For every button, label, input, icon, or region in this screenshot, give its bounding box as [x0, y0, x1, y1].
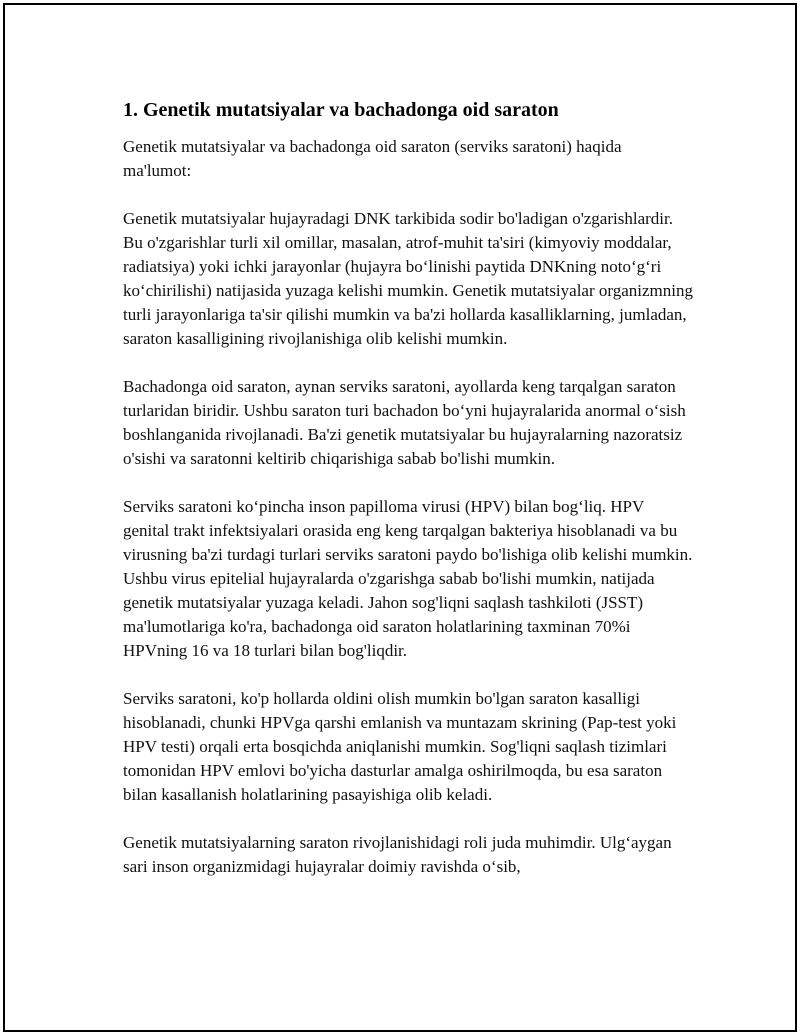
- paragraph-intro: Genetik mutatsiyalar va bachadonga oid saraton (serviks saratoni) haqida ma'lumot:: [123, 137, 622, 180]
- paragraph-hpv: Serviks saratoni ko‘pincha inson papilloma virusi (HPV) bilan bog‘liq. HPV genital trakt infektsiyalari orasida eng keng tarqalgan bakteriya hisoblanadi va bu virusning ba'zi turdagi turlari serviks saratoni paydo bo'lishiga olib kelishi mumkin. Ushbu virus epitelial hujayralarda o'zgarishga sabab bo'lishi mumkin, natijada genetik mutatsiyalar yuzaga keladi. Jahon sog'liqni saqlash tashkiloti (JSST) ma'lumotlariga ko'ra, bachadonga oid saraton holatlarining taxminan 70%i HPVning 16 va 18 turlari bilan bog'liqdir.: [123, 497, 693, 660]
- document-title: 1. Genetik mutatsiyalar va bachadonga oid saraton: [123, 99, 559, 121]
- document-body: [123, 97, 693, 879]
- paragraph-cervical-cancer: Bachadonga oid saraton, aynan serviks saratoni, ayollarda keng tarqalgan saraton turlaridan biridir. Ushbu saraton turi bachadon bo‘yni hujayralarida anormal o‘sish boshlanganida rivojlanadi. Ba'zi genetik mutatsiyalar bu hujayralarning nazoratsiz o'sishi va saratonni keltirib chiqarishiga sabab bo'lishi mumkin.: [123, 377, 686, 468]
- paragraph-genetic-mutations: Genetik mutatsiyalar hujayradagi DNK tarkibida sodir bo'ladigan o'zgarishlardir. Bu o'zgarishlar turli xil omillar, masalan, atrof-muhit ta'siri (kimyoviy moddalar, radiatsiya) yoki ichki jarayonlar (hujayra bo‘linishi paytida DNKning noto‘g‘ri ko‘chirilishi) natijasida yuzaga kelishi mumkin. Genetik mutatsiyalar organizmning turli jarayonlariga ta'sir qilishi mumkin va ba'zi hollarda kasalliklarning, jumladan, saraton kasalligining rivojlanishiga olib kelishi mumkin.: [123, 209, 693, 348]
- paragraph-prevention: Serviks saratoni, ko'p hollarda oldini olish mumkin bo'lgan saraton kasalligi hisoblanadi, chunki HPVga qarshi emlanish va muntazam skrining (Pap-test yoki HPV testi) orqali erta bosqichda aniqlanishi mumkin. Sog'liqni saqlash tizimlari tomonidan HPV emlovi bo'yicha dasturlar amalga oshirilmoqda, bu esa saraton bilan kasallanish holatlarining pasayishiga olib keladi.: [123, 689, 677, 804]
- paragraph-mutation-role: Genetik mutatsiyalarning saraton rivojlanishidagi roli juda muhimdir. Ulg‘aygan sari inson organizmidagi hujayralar doimiy ravishda o‘sib,: [123, 833, 672, 876]
- page-frame: [3, 3, 797, 1032]
